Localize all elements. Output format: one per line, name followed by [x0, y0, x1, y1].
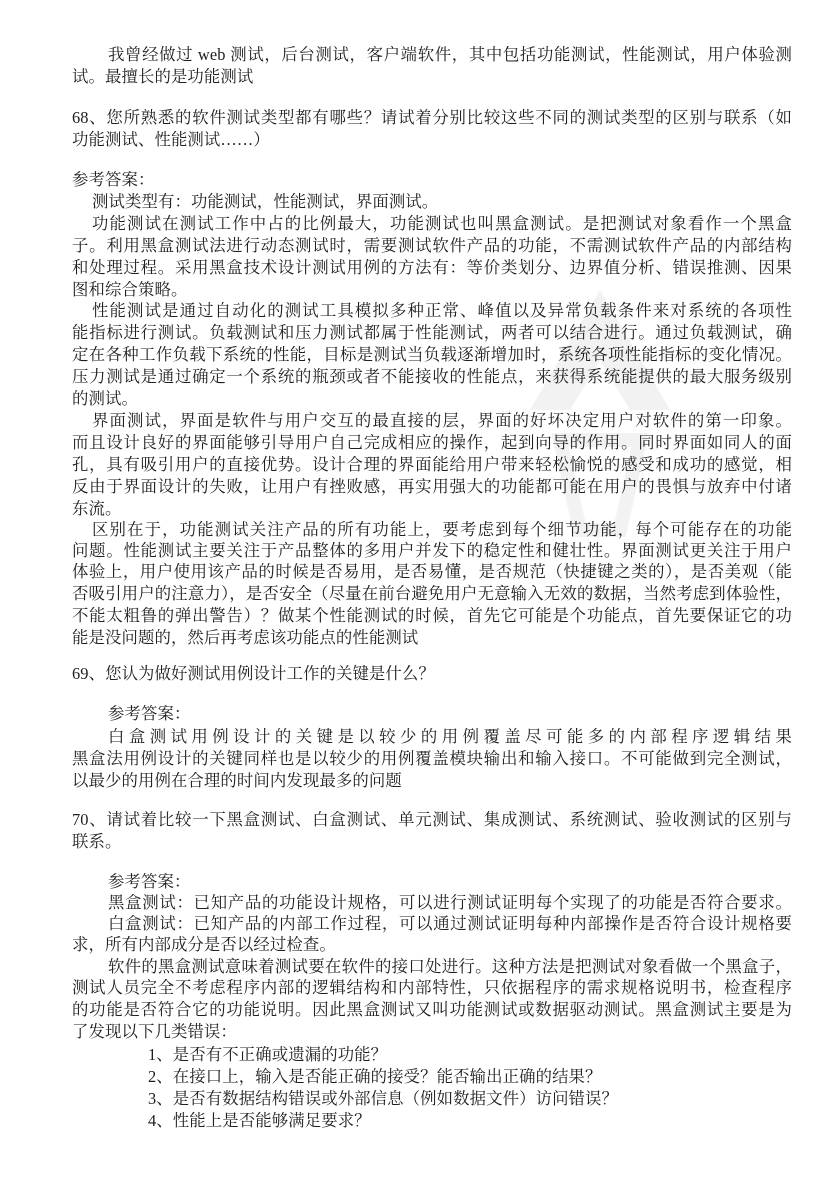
text-line: 定在各种工作负载下系统的性能，目标是测试当负载逐渐增加时，系统各项性能指标的变化情况。	[72, 345, 792, 364]
text-line: 1、是否有不正确或遗漏的功能？	[148, 1045, 388, 1064]
text-line: 联系。	[72, 832, 122, 851]
text-line: 问题。性能测试主要关注于产品整体的多用户并发下的稳定性和健壮性。界面测试更关注于用户	[72, 541, 792, 560]
answer-label: 参考答案：	[108, 872, 191, 891]
text-line: 不能太粗鲁的弹出警告）？做某个性能测试的时候，首先它可能是个功能点，首先要保证它的功	[72, 606, 792, 625]
question-heading: 70、请试着比较一下黑盒测试、白盒测试、单元测试、集成测试、系统测试、验收测试的区别与	[72, 810, 792, 829]
text-line: 功能测试、性能测试……）	[72, 130, 270, 149]
text-line: 黑盒测试：已知产品的功能设计规格，可以进行测试证明每个实现了的功能是否符合要求。	[108, 893, 792, 912]
text-line: 功能测试在测试工作中占的比例最大，功能测试也叫黑盒测试。是把测试对象看作一个黑盒	[92, 214, 792, 233]
question-heading: 69、您认为做好测试用例设计工作的关键是什么？	[72, 664, 435, 683]
text-line: 白盒测试：已知产品的内部工作过程，可以通过测试证明每种内部操作是否符合设计规格要	[108, 914, 792, 933]
text-line: 4、性能上是否能够满足要求？	[148, 1111, 371, 1130]
text-line: 以最少的用例在合理的时间内发现最多的问题	[72, 771, 402, 790]
text-line: 了发现以下几类错误：	[72, 1022, 237, 1041]
text-line: 我曾经做过 web 测试，后台测试，客户端软件，其中包括功能测试，性能测试，用户体验测	[108, 45, 792, 64]
text-line: 否吸引用户的注意力），是否安全（尽量在前台避免用户无意输入无效的数据，当然考虑到体验性，	[72, 584, 792, 603]
text-line: 软件的黑盒测试意味着测试要在软件的接口处进行。这种方法是把测试对象看做一个黑盒子，	[108, 957, 792, 976]
text-line: 2、在接口上，输入是否能正确的接受？能否输出正确的结果？	[148, 1067, 602, 1086]
text-line: 能指标进行测试。负载测试和压力测试都属于性能测试，两者可以结合进行。通过负载测试，确	[72, 323, 792, 342]
text-line: 反由于界面设计的失败，让用户有挫败感，再实用强大的功能都可能在用户的畏惧与放弃中付诸	[72, 477, 792, 496]
text-line: 求，所有内部成分是否以经过检查。	[72, 935, 336, 954]
text-line: 和处理过程。采用黑盒技术设计测试用例的方法有：等价类划分、边界值分析、错误推测、因果	[72, 258, 792, 277]
text-line: 区别在于，功能测试关注产品的所有功能上，要考虑到每个细节功能，每个可能存在的功能	[92, 520, 792, 539]
text-line: 而且设计良好的界面能够引导用户自己完成相应的操作，起到向导的作用。同时界面如同人的面	[72, 433, 792, 452]
question-heading: 68、您所熟悉的软件测试类型都有哪些？请试着分别比较这些不同的测试类型的区别与联系（如	[72, 108, 792, 127]
text-line: 黑盒法用例设计的关键同样也是以较少的用例覆盖模块输出和输入接口。不可能做到完全测试，	[72, 749, 792, 768]
text-line: 子。利用黑盒测试法进行动态测试时，需要测试软件产品的功能，不需测试软件产品的内部结构	[72, 236, 792, 255]
text-line: 测试人员完全不考虑程序内部的逻辑结构和内部特性，只依据程序的需求规格说明书，检查程序	[72, 978, 792, 997]
text-line: 试。最擅长的是功能测试	[72, 67, 254, 86]
text-line: 白盒测试用例设计的关键是以较少的用例覆盖尽可能多的内部程序逻辑结果	[108, 727, 792, 746]
text-line: 测试类型有：功能测试，性能测试，界面测试。	[92, 192, 439, 211]
text-line: 的测试。	[72, 389, 138, 408]
text-line: 能是没问题的，然后再考虑该功能点的性能测试	[72, 628, 419, 647]
text-line: 东流。	[72, 499, 122, 518]
text-line: 性能测试是通过自动化的测试工具模拟多种正常、峰值以及异常负载条件来对系统的各项性	[92, 301, 792, 320]
answer-label: 参考答案：	[108, 704, 191, 723]
answer-label: 参考答案：	[72, 170, 155, 189]
text-line: 孔，具有吸引用户的直接优势。设计合理的界面能给用户带来轻松愉悦的感受和成功的感觉，相	[72, 455, 792, 474]
text-line: 压力测试是通过确定一个系统的瓶颈或者不能接收的性能点，来获得系统能提供的最大服务级别	[72, 367, 792, 386]
text-line: 3、是否有数据结构错误或外部信息（例如数据文件）访问错误？	[148, 1089, 619, 1108]
text-line: 体验上，用户使用该产品的时候是否易用，是否易懂，是否规范（快捷键之类的），是否美观（能	[72, 562, 792, 581]
text-line: 的功能是否符合它的功能说明。因此黑盒测试又叫功能测试或数据驱动测试。黑盒测试主要是为	[72, 1000, 792, 1019]
text-line: 图和综合策略。	[72, 280, 188, 299]
text-line: 界面测试，界面是软件与用户交互的最直接的层，界面的好坏决定用户对软件的第一印象。	[92, 411, 792, 430]
